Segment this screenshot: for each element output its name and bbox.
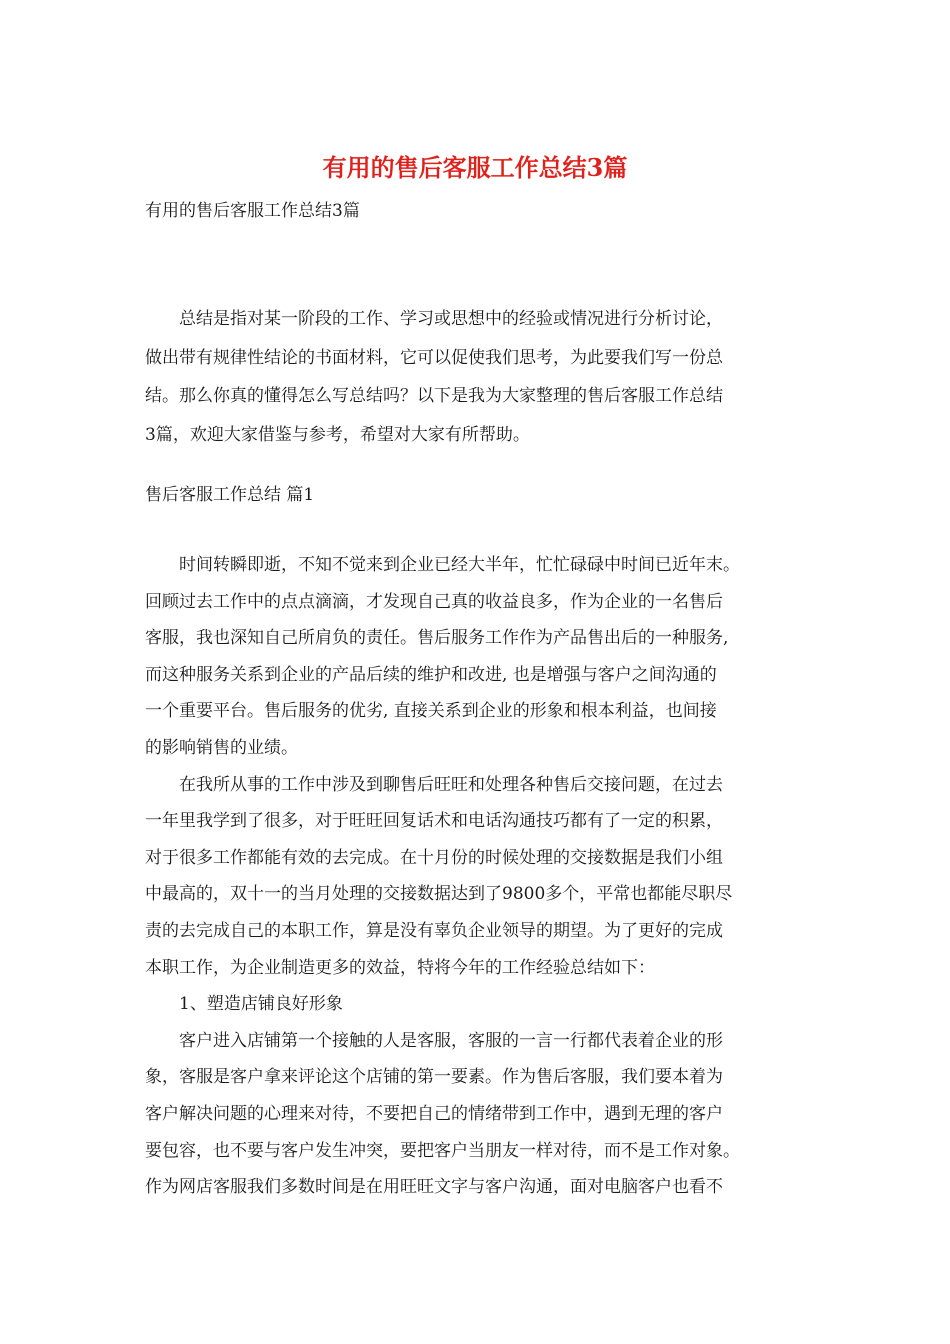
intro-line: 3篇，欢迎大家借鉴与参考，希望对大家有所帮助。: [145, 424, 530, 445]
intro-line: 结。那么你真的懂得怎么写总结吗？以下是我为大家整理的售后客服工作总结: [145, 386, 723, 406]
body-line: 作为网店客服我们多数时间是在用旺旺文字与客户沟通，面对电脑客户也看不: [145, 1177, 723, 1198]
body-line: 一个重要平台。售后服务的优劣, 直接关系到企业的形象和根本利益，也间接: [145, 701, 717, 722]
page-title: 有用的售后客服工作总结3篇: [322, 153, 628, 182]
body-line: 责的去完成自己的本职工作，算是没有辜负企业领导的期望。为了更好的完成: [145, 920, 723, 941]
body-line: 要包容，也不要与客户发生冲突，要把客户当朋友一样对待，而不是工作对象。: [145, 1140, 740, 1161]
body-line: 而这种服务关系到企业的产品后续的维护和改进, 也是增强与客户之间沟通的: [145, 664, 717, 685]
body-line: 客户进入店铺第一个接触的人是客服，客服的一言一行都代表着企业的形: [145, 1030, 723, 1051]
body-line: 对于很多工作都能有效的去完成。在十月份的时候处理的交接数据是我们小组: [145, 847, 723, 868]
list-heading: 1、塑造店铺良好形象: [145, 994, 343, 1015]
section-heading: 售后客服工作总结 篇1: [145, 485, 315, 505]
body-line: 在我所从事的工作中涉及到聊售后旺旺和处理各种售后交接问题，在过去: [145, 774, 723, 795]
body-line: 本职工作，为企业制造更多的效益，特将今年的工作经验总结如下：: [145, 957, 655, 978]
intro-paragraph: [145, 300, 825, 454]
body-line: 客服，我也深知自己所肩负的责任。售后服务工作作为产品售出后的一种服务,: [145, 628, 729, 649]
body-line: 一年里我学到了很多，对于旺旺回复话术和电话沟通技巧都有了一定的积累，: [145, 811, 723, 832]
body-line: 时间转瞬即逝，不知不觉来到企业已经大半年，忙忙碌碌中时间已近年末。: [145, 555, 740, 575]
body-line: 回顾过去工作中的点点滴滴，才发现自己真的收益良多，作为企业的一名售后: [145, 591, 723, 612]
document-subtitle: 有用的售后客服工作总结3篇: [145, 201, 360, 221]
intro-line: 总结是指对某一阶段的工作、学习或思想中的经验或情况进行分析讨论，: [145, 309, 723, 329]
body-line: 的影响销售的业绩。: [145, 737, 298, 758]
body-text: [145, 547, 825, 1206]
intro-line: 做出带有规律性结论的书面材料，它可以促使我们思考，为此要我们写一份总: [145, 347, 723, 368]
body-line: 客户解决问题的心理来对待，不要把自己的情绪带到工作中，遇到无理的客户: [145, 1103, 723, 1124]
body-line: 象，客服是客户拿来评论这个店铺的第一要素。作为售后客服，我们要本着为: [145, 1067, 723, 1088]
body-line: 中最高的，双十一的当月处理的交接数据达到了9800多个，平常也都能尽职尽: [145, 884, 733, 905]
